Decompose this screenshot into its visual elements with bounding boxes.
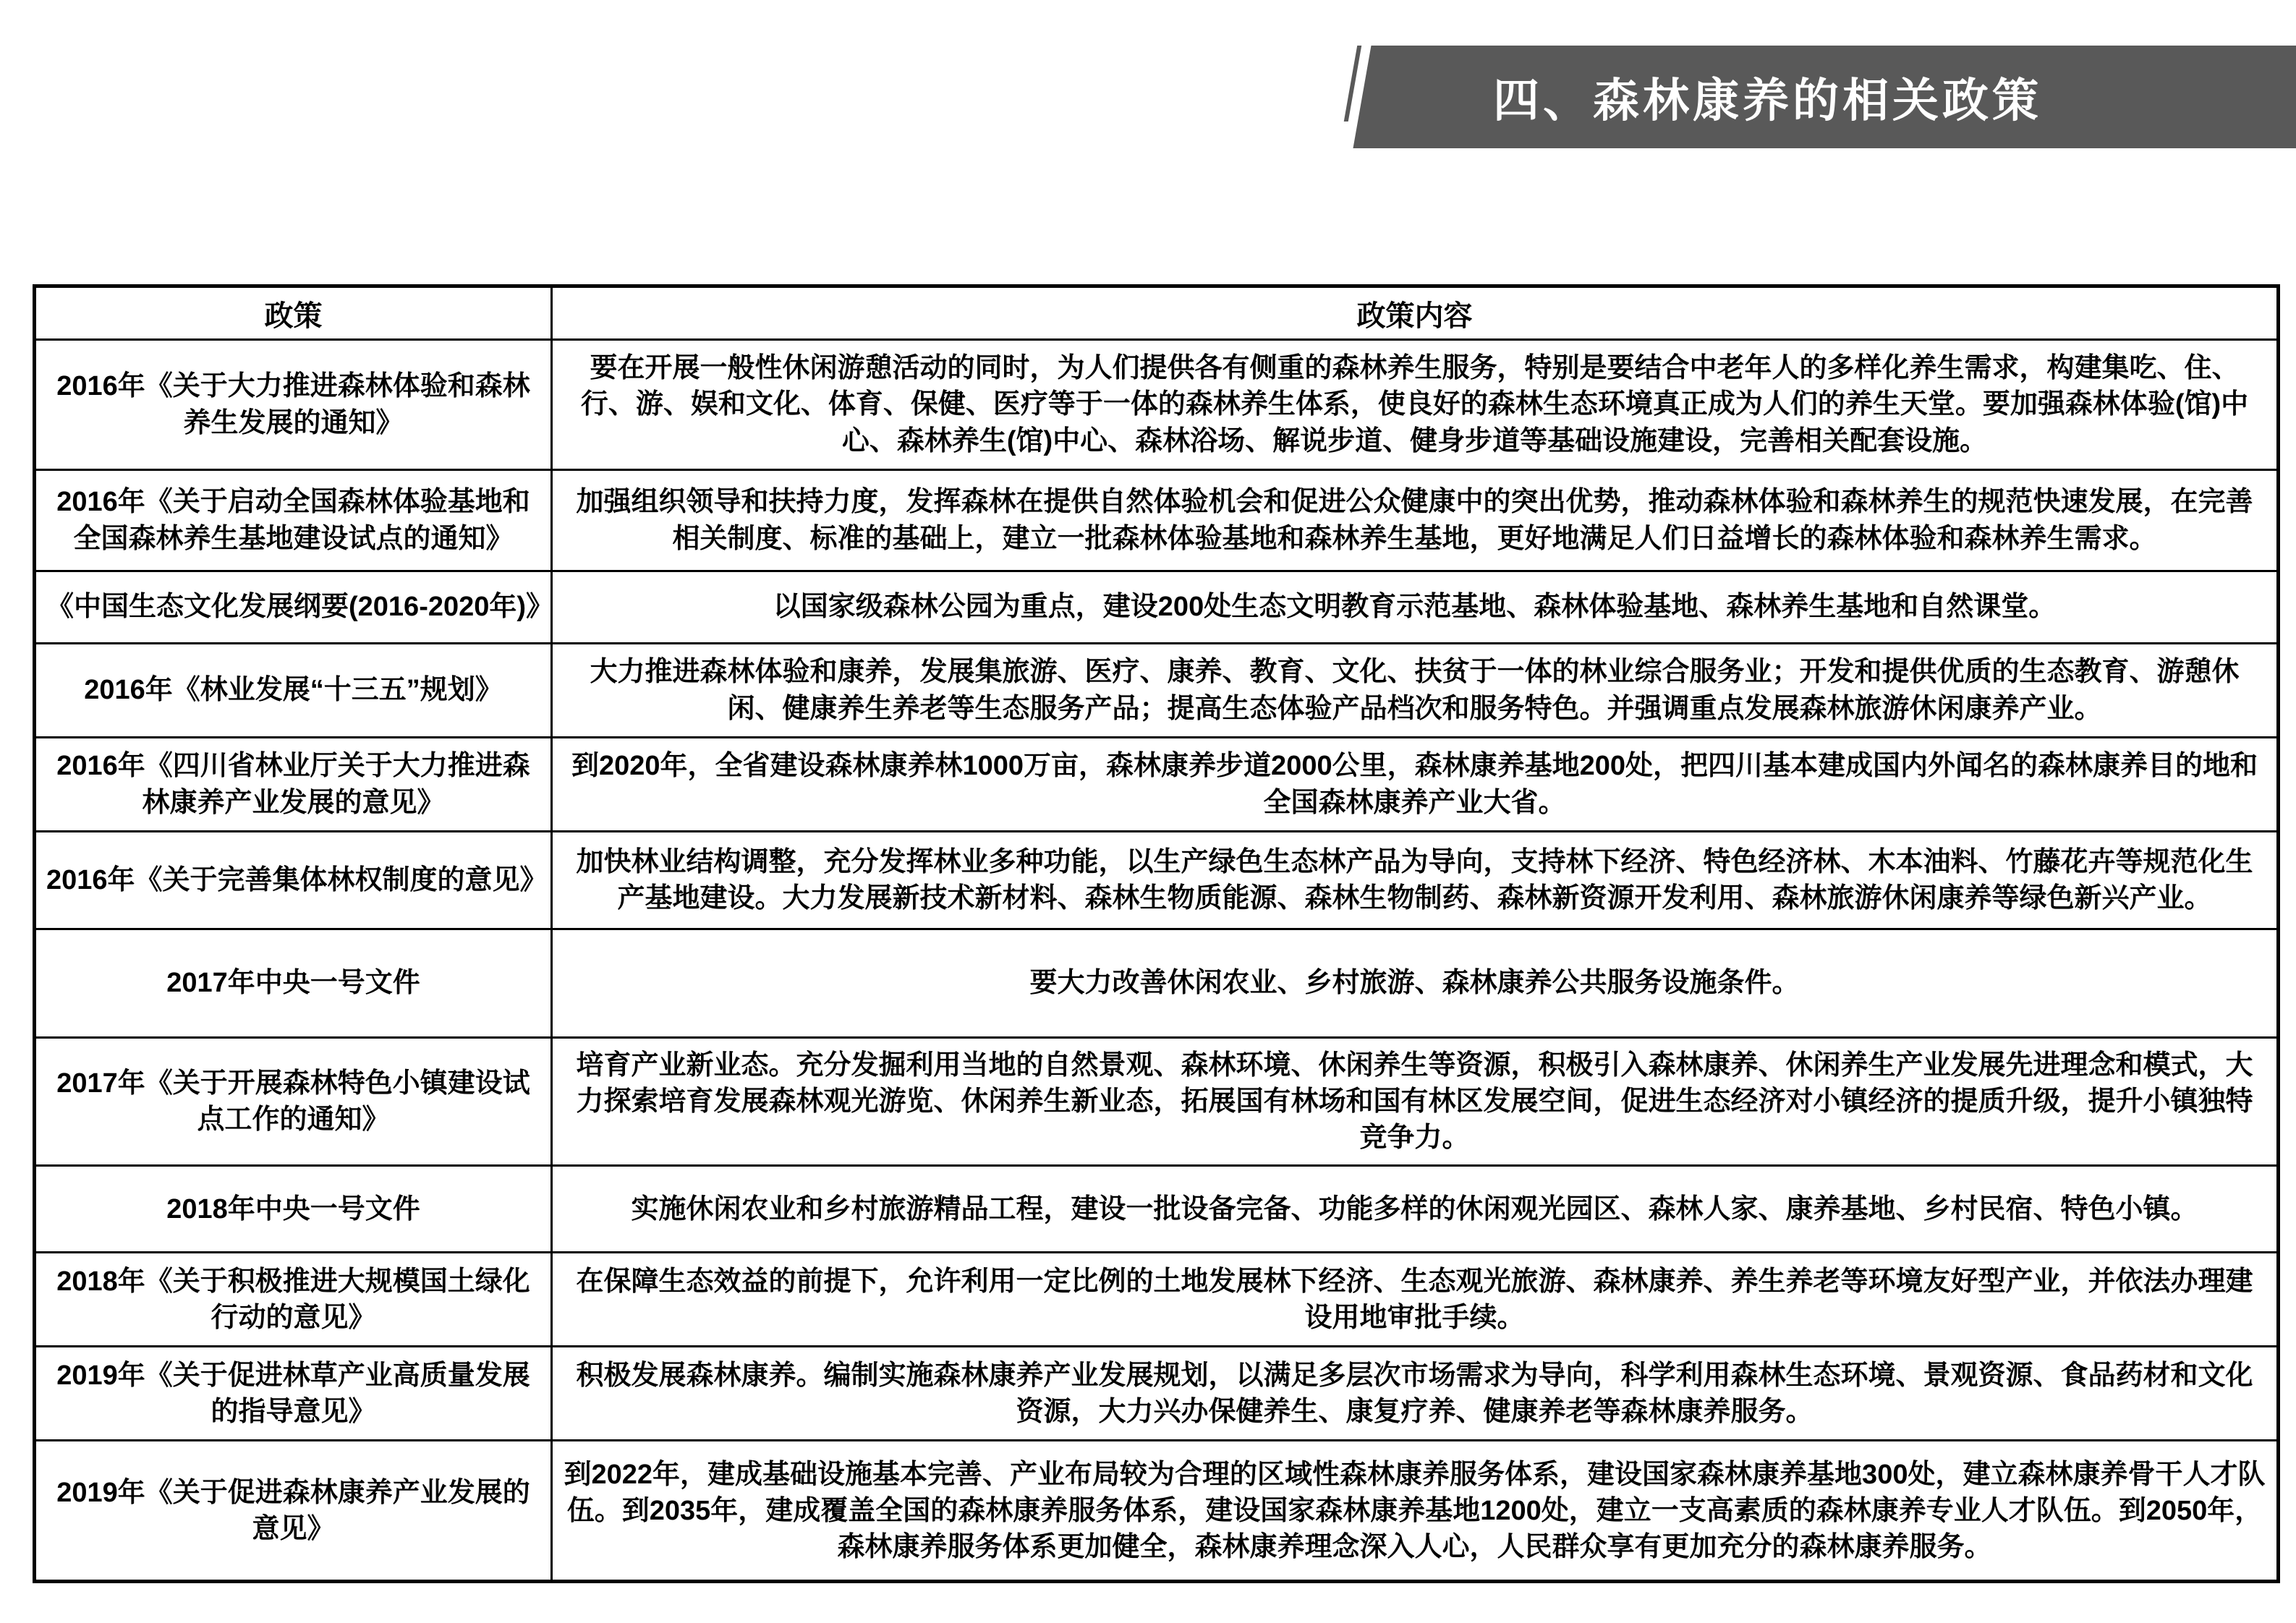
policy-name-cell: 2019年《关于促进林草产业高质量发展的指导意见》: [35, 1347, 552, 1441]
table-row: [35, 738, 2279, 832]
policy-name-cell: 2016年《林业发展“十三五”规划》: [35, 644, 552, 738]
policy-content-cell: 加强组织领导和扶持力度，发挥森林在提供自然体验机会和促进公众健康中的突出优势，推动森林体验和森林养生的规范快速发展，在完善相关制度、标准的基础上，建立一批森林体验基地和森林养生基地，更好地满足人们日益增长的森林体验和森林养生需求。: [552, 470, 2279, 571]
banner-accent-stripe: [1344, 46, 1362, 122]
policy-content-cell: 大力推进森林体验和康养，发展集旅游、医疗、康养、教育、文化、扶贫于一体的林业综合服务业；开发和提供优质的生态教育、游憩休闲、健康养生养老等生态服务产品；提高生态体验产品档次和服务特色。并强调重点发展森林旅游休闲康养产业。: [552, 644, 2279, 738]
policy-name-cell: 2017年《关于开展森林特色小镇建设试点工作的通知》: [35, 1038, 552, 1166]
policy-name-cell: 2016年《关于大力推进森林体验和森林养生发展的通知》: [35, 340, 552, 470]
policy-name-cell: 2016年《四川省林业厅关于大力推进森林康养产业发展的意见》: [35, 738, 552, 832]
table-row: [35, 340, 2279, 470]
policy-name-cell: 2019年《关于促进森林康养产业发展的意见》: [35, 1441, 552, 1582]
policy-name-cell: 2016年《关于完善集体林权制度的意见》: [35, 832, 552, 929]
table-row: [35, 832, 2279, 929]
policy-content-cell: 要在开展一般性休闲游憩活动的同时，为人们提供各有侧重的森林养生服务，特别是要结合中老年人的多样化养生需求，构建集吃、住、行、游、娱和文化、体育、保健、医疗等于一体的森林养生体系，使良好的森林生态环境真正成为人们的养生天堂。要加强森林体验(馆)中心、森林养生(馆)中心、森林浴场、解说步道、健身步道等基础设施建设，完善相关配套设施。: [552, 340, 2279, 470]
page-title: 四、森林康养的相关政策: [1492, 74, 2042, 127]
table-header-row: [35, 286, 2279, 340]
policy-table: [33, 284, 2280, 1583]
table-row: [35, 470, 2279, 571]
table-row: [35, 1038, 2279, 1166]
table-row: [35, 644, 2279, 738]
table-row: [35, 1441, 2279, 1582]
policy-content-cell: 在保障生态效益的前提下，允许利用一定比例的土地发展林下经济、生态观光旅游、森林康养、养生养老等环境友好型产业，并依法办理建设用地审批手续。: [552, 1253, 2279, 1347]
policy-name-cell: 2017年中央一号文件: [35, 929, 552, 1038]
column-header-policy: 政策: [35, 286, 552, 340]
table-row: [35, 1347, 2279, 1441]
section-title-banner: [1353, 46, 2296, 148]
policy-content-cell: 实施休闲农业和乡村旅游精品工程，建设一批设备完备、功能多样的休闲观光园区、森林人家、康养基地、乡村民宿、特色小镇。: [552, 1166, 2279, 1253]
policy-content-cell: 积极发展森林康养。编制实施森林康养产业发展规划，以满足多层次市场需求为导向，科学利用森林生态环境、景观资源、食品药材和文化资源，大力兴办保健养生、康复疗养、健康养老等森林康养服务。: [552, 1347, 2279, 1441]
policy-name-cell: 《中国生态文化发展纲要(2016-2020年)》: [35, 571, 552, 644]
policy-content-cell: 到2022年，建成基础设施基本完善、产业布局较为合理的区域性森林康养服务体系，建设国家森林康养基地300处，建立森林康养骨干人才队伍。到2035年，建成覆盖全国的森林康养服务体系，建设国家森林康养基地1200处，建立一支高素质的森林康养专业人才队伍。到2050年，森林康养服务体系更加健全，森林康养理念深入人心，人民群众享有更加充分的森林康养服务。: [552, 1441, 2279, 1582]
policy-content-cell: 以国家级森林公园为重点，建设200处生态文明教育示范基地、森林体验基地、森林养生基地和自然课堂。: [552, 571, 2279, 644]
policy-name-cell: 2016年《关于启动全国森林体验基地和全国森林养生基地建设试点的通知》: [35, 470, 552, 571]
table-row: [35, 1166, 2279, 1253]
policy-name-cell: 2018年中央一号文件: [35, 1166, 552, 1253]
policy-content-cell: 培育产业新业态。充分发掘利用当地的自然景观、森林环境、休闲养生等资源，积极引入森林康养、休闲养生产业发展先进理念和模式，大力探索培育发展森林观光游览、休闲养生新业态，拓展国有林场和国有林区发展空间，促进生态经济对小镇经济的提质升级，提升小镇独特竞争力。: [552, 1038, 2279, 1166]
table-row: [35, 571, 2279, 644]
table-row: [35, 1253, 2279, 1347]
column-header-policy-content: 政策内容: [552, 286, 2279, 340]
policy-content-cell: 到2020年，全省建设森林康养林1000万亩，森林康养步道2000公里，森林康养基地200处，把四川基本建成国内外闻名的森林康养目的地和全国森林康养产业大省。: [552, 738, 2279, 832]
table-row: [35, 929, 2279, 1038]
policy-content-cell: 加快林业结构调整，充分发挥林业多种功能，以生产绿色生态林产品为导向，支持林下经济、特色经济林、木本油料、竹藤花卉等规范化生产基地建设。大力发展新技术新材料、森林生物质能源、森林生物制药、森林新资源开发利用、森林旅游休闲康养等绿色新兴产业。: [552, 832, 2279, 929]
policy-content-cell: 要大力改善休闲农业、乡村旅游、森林康养公共服务设施条件。: [552, 929, 2279, 1038]
policy-name-cell: 2018年《关于积极推进大规模国土绿化行动的意见》: [35, 1253, 552, 1347]
